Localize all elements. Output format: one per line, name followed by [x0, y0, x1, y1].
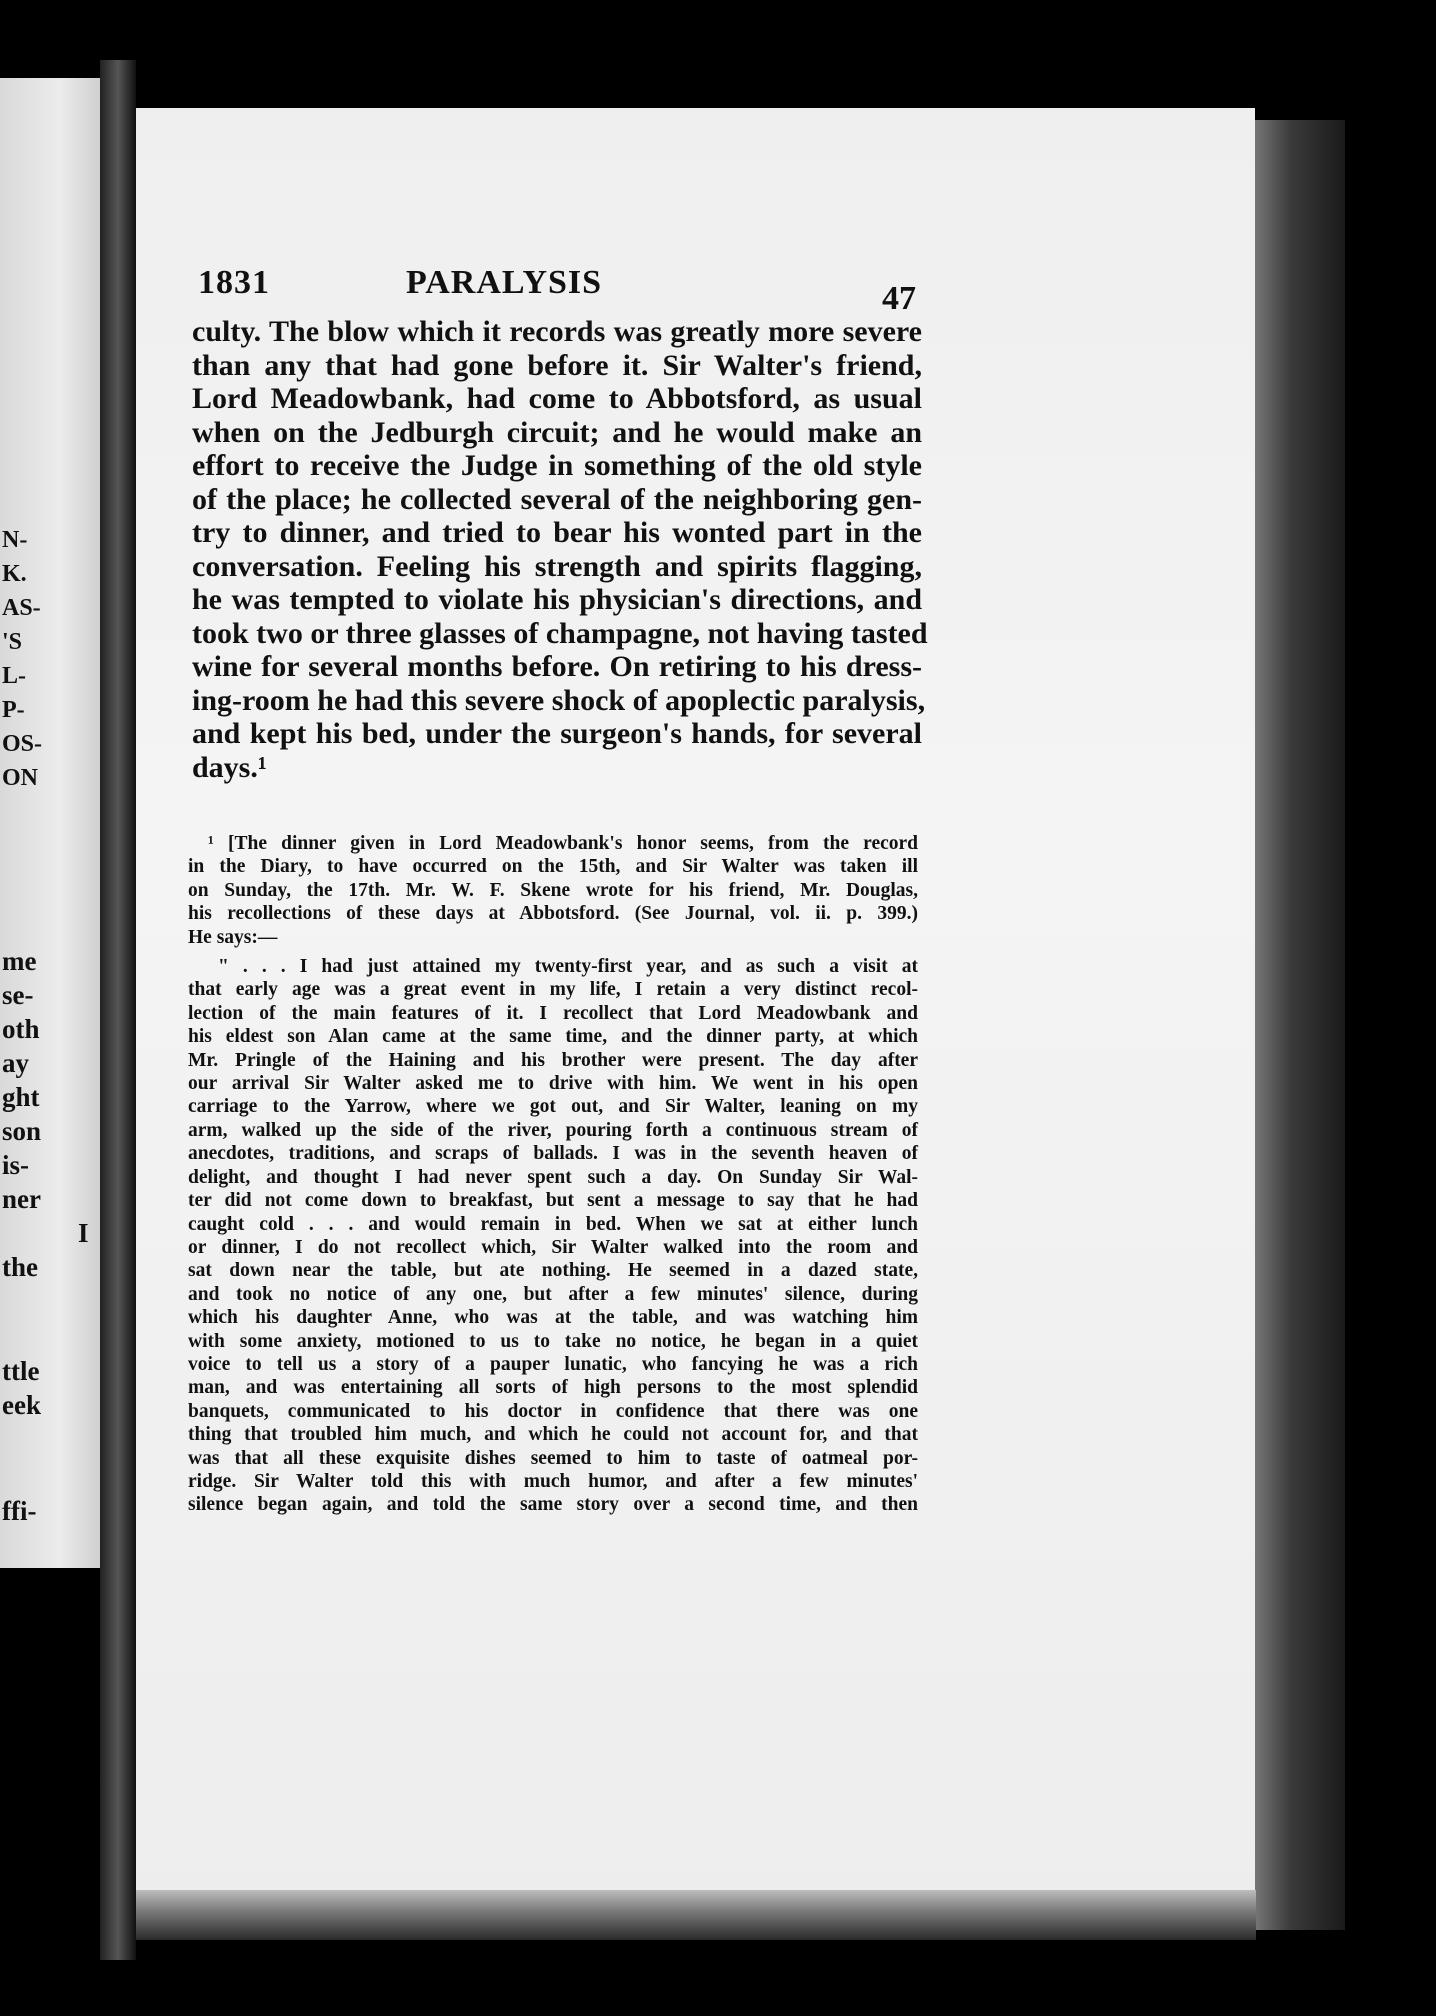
left-fragment: N-	[2, 527, 28, 553]
footnote-quote-line: sat down near the table, but ate nothing. He seemed in a dazed state,	[188, 1260, 918, 1282]
footnote-line: in the Diary, to have occurred on the 15th, and Sir Walter was taken ill	[188, 856, 918, 878]
running-head-title: PARALYSIS	[406, 264, 603, 301]
running-head-year: 1831	[198, 264, 270, 301]
text-line: and kept his bed, under the surgeon's hands, for several	[192, 717, 922, 750]
page-number: 47	[882, 280, 916, 317]
left-fragment: ner	[2, 1184, 41, 1214]
left-fragment: OS-	[2, 731, 43, 757]
footnote-quote-line: or dinner, I do not recollect which, Sir Walter walked into the room and	[188, 1236, 918, 1258]
left-fragment: I	[78, 1218, 89, 1248]
left-fragment: is-	[2, 1150, 29, 1180]
text-line: ing-room he had this severe shock of apoplectic paralysis,	[192, 683, 926, 717]
footnote-quote-line: anecdotes, traditions, and scraps of ballads. I was in the seventh heaven of	[188, 1143, 918, 1165]
left-fragment: K.	[2, 561, 27, 587]
footnote-line: ¹ [The dinner given in Lord Meadowbank's honor seems, from the record	[208, 833, 918, 854]
footnote-quote-line: thing that troubled him much, and which he could not account for, and that	[188, 1424, 918, 1446]
left-fragment: 'S	[2, 629, 23, 655]
left-fragment: me	[2, 946, 37, 976]
left-fragment: ttle	[2, 1356, 40, 1386]
text-line: he was tempted to violate his physician's directions, and	[192, 583, 922, 616]
left-fragment: ffi-	[2, 1496, 37, 1526]
left-fragment: ay	[2, 1048, 29, 1078]
footnote-quote-line: caught cold . . . and would remain in bed. When we sat at either lunch	[188, 1213, 918, 1235]
page-bottom-edge	[136, 1890, 1256, 1940]
footnote-quote-line: ter did not come down to breakfast, but sent a message to say that he had	[188, 1190, 918, 1212]
footnote-quote-line: arm, walked up the side of the river, pouring forth a continuous stream of	[188, 1119, 918, 1141]
footnote-quote-line: that early age was a great event in my life, I retain a very distinct recol-	[188, 979, 918, 1001]
footnote-quote-line: carriage to the Yarrow, where we got out, and Sir Walter, leaning on my	[188, 1096, 918, 1118]
left-fragment: oth	[2, 1014, 40, 1044]
body-text	[192, 315, 928, 784]
left-fragment: P-	[2, 697, 25, 723]
left-fragment: se-	[2, 980, 34, 1010]
footnote-quote-line: ridge. Sir Walter told this with much humor, and after a few minutes'	[188, 1470, 918, 1492]
footnote-quote-line: banquets, communicated to his doctor in confidence that there was one	[188, 1400, 918, 1422]
footnote-quote-line: and took no notice of any one, but after a few minutes' silence, during	[188, 1283, 918, 1305]
text-line: when on the Jedburgh circuit; and he would make an	[192, 415, 922, 449]
footnote-quote-line: was that all these exquisite dishes seemed to him to taste of oatmeal por-	[188, 1447, 918, 1469]
footnote-line: He says:—	[188, 926, 278, 948]
footnote-quote-line: voice to tell us a story of a pauper lunatic, who fancying he was a rich	[188, 1353, 918, 1375]
page-edge-shadow	[1255, 120, 1345, 1930]
footnote-quote-line: with some anxiety, motioned to us to take no notice, he began in a quiet	[188, 1330, 918, 1352]
text-line: took two or three glasses of champagne, not having tasted	[192, 616, 928, 650]
footnote-quote-line: our arrival Sir Walter asked me to drive with him. We went in his open	[188, 1073, 918, 1095]
text-line: try to dinner, and tried to bear his wonted part in the	[192, 516, 922, 549]
left-fragment: L-	[2, 663, 26, 689]
footnote-quote-line: lection of the main features of it. I recollect that Lord Meadowbank and	[188, 1002, 918, 1024]
left-fragment: ON	[2, 765, 38, 791]
left-fragment: the	[2, 1252, 38, 1282]
text-line: than any that had gone before it. Sir Walter's friend,	[192, 348, 922, 382]
left-fragment: son	[2, 1116, 42, 1146]
footnote-quote-line: silence began again, and told the same story over a second time, and then	[188, 1494, 918, 1516]
text-line: culty. The blow which it records was greatly more severe	[192, 315, 922, 348]
footnote	[188, 832, 918, 1517]
left-fragment: ght	[2, 1082, 40, 1112]
text-line: of the place; he collected several of the neighboring gen-	[192, 482, 922, 516]
book-gutter	[100, 60, 136, 1960]
footnote-quote-line: " . . . I had just attained my twenty-first year, and as such a visit at	[218, 956, 918, 978]
footnote-quote-line: which his daughter Anne, who was at the table, and was watching him	[188, 1307, 918, 1329]
book-page	[136, 108, 1255, 1928]
left-fragment: AS-	[2, 595, 41, 621]
footnote-quote-line: delight, and thought I had never spent such a day. On Sunday Sir Wal-	[188, 1166, 918, 1188]
footnote-line: on Sunday, the 17th. Mr. W. F. Skene wrote for his friend, Mr. Douglas,	[188, 879, 918, 901]
text-line: Lord Meadowbank, had come to Abbotsford, as usual	[192, 382, 922, 415]
left-facing-page	[0, 78, 100, 1568]
footnote-line: his recollections of these days at Abbotsford. (See Journal, vol. ii. p. 399.)	[188, 903, 918, 925]
footnote-quote-line: man, and was entertaining all sorts of high persons to the most splendid	[188, 1377, 918, 1399]
text-line: days.¹	[192, 750, 267, 784]
footnote-quote-line: Mr. Pringle of the Haining and his brother were present. The day after	[188, 1049, 918, 1071]
footnote-quote-line: his eldest son Alan came at the same time, and the dinner party, at which	[188, 1026, 918, 1048]
text-line: effort to receive the Judge in something of the old style	[192, 449, 922, 482]
left-fragment: eek	[2, 1390, 41, 1420]
text-line: wine for several months before. On retiring to his dress-	[192, 650, 922, 683]
text-line: conversation. Feeling his strength and spirits flagging,	[192, 549, 922, 583]
